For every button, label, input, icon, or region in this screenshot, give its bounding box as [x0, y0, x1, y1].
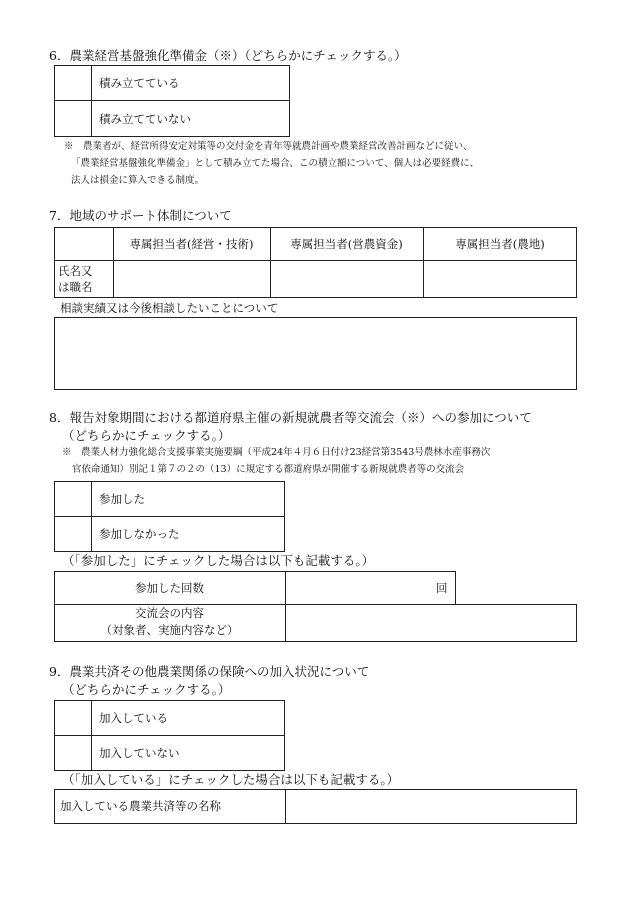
option-reserve-no: 積み立てていない — [99, 112, 191, 126]
name-field-management[interactable] — [114, 261, 270, 297]
section-6-note-line3: 法人は損金に算入できる制度。 — [71, 175, 205, 186]
count-unit: 回 — [436, 581, 448, 595]
col-header-management: 専属担当者(経営・技術) — [129, 237, 254, 251]
section-9-subheading: （どちらかにチェックする。） — [62, 682, 231, 697]
option-insured: 加入している — [99, 711, 168, 725]
check-cell-insured[interactable] — [55, 701, 91, 735]
col-header-funding: 専属担当者(営農資金) — [290, 237, 403, 251]
insurance-name-label: 加入している農業共済等の名称 — [60, 799, 221, 813]
section-8-followup: （「参加した」にチェックした場合は以下も記載する。） — [62, 553, 375, 568]
consult-textarea[interactable] — [54, 317, 577, 390]
row-label-name: 氏名又 は職名 — [58, 264, 93, 294]
col-header-farmland: 専属担当者(農地) — [455, 237, 545, 251]
count-label: 参加した回数 — [135, 581, 204, 595]
content-label: 交流会の内容 （対象者、実施内容など） — [100, 606, 239, 637]
check-cell-not-attended[interactable] — [55, 517, 91, 551]
name-field-farmland[interactable] — [424, 261, 576, 297]
section-8-note-line1: ※ 農業人材力強化総合支援事業実施要綱（平成24年４月６日付け23経営第3543号農林水産事務次 — [62, 447, 491, 458]
check-cell-reserve-yes[interactable] — [55, 66, 91, 100]
consult-label: 相談実績又は今後相談したいことについて — [60, 301, 279, 315]
section-8-subheading: （どちらかにチェックする。） — [62, 428, 231, 443]
section-8-note-line2: 官依命通知）別記１第７の２の（13）に規定する都道府県が開催する新規就農者等の交流会 — [72, 464, 465, 475]
check-cell-attended[interactable] — [55, 482, 91, 516]
option-not-insured: 加入していない — [99, 746, 180, 760]
check-cell-not-insured[interactable] — [55, 736, 91, 770]
section-6-note-line1: ※ 農業者が、経営所得安定対策等の交付金を青年等就農計画や農業経営改善計画などに従い、 — [64, 141, 473, 152]
option-not-attended: 参加しなかった — [99, 527, 180, 541]
section-6-heading: 6．農業経営基盤強化準備金（※）（どちらかにチェックする。） — [49, 48, 407, 63]
section-6-note-line2: 「農業経営基盤強化準備金」として積み立てた場合、この積立額について、個人は必要経費に、 — [71, 158, 480, 169]
count-input[interactable] — [286, 572, 432, 604]
section-8-heading: 8．報告対象期間における都道府県主催の新規就農者等交流会（※）への参加について — [49, 410, 532, 425]
check-cell-reserve-no[interactable] — [55, 101, 91, 136]
section-9-heading: 9．農業共済その他農業関係の保険への加入状況について — [49, 664, 370, 679]
section-9-followup: （「加入している」にチェックした場合は以下も記載する。） — [62, 772, 400, 787]
insurance-name-input[interactable] — [286, 790, 576, 823]
name-field-funding[interactable] — [271, 261, 423, 297]
option-reserve-yes: 積み立てている — [99, 76, 180, 90]
option-attended: 参加した — [99, 492, 145, 506]
content-input[interactable] — [286, 605, 576, 641]
section-7-heading: 7．地域のサポート体制について — [49, 208, 232, 223]
